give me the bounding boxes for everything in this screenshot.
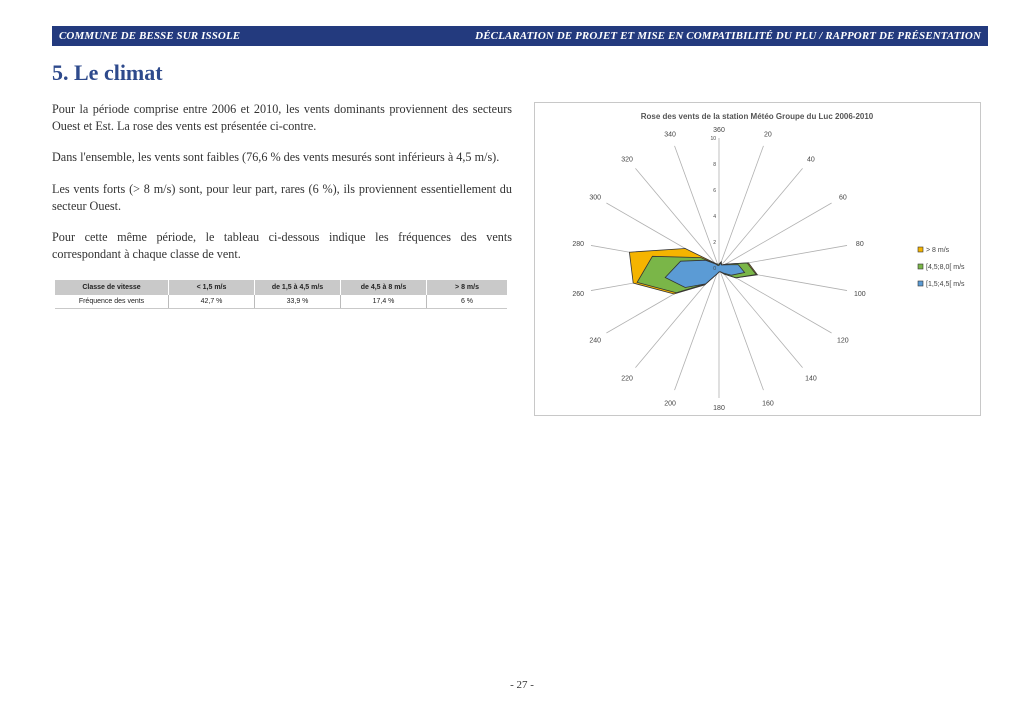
table-header-row (55, 280, 507, 295)
direction-label: 360 (713, 127, 725, 134)
direction-label: 220 (621, 375, 633, 383)
table-header-cell: > 8 m/s (427, 280, 508, 295)
direction-label: 120 (836, 337, 849, 345)
table-header-cell: Classe de vitesse (55, 280, 169, 295)
paragraph-strong-winds: Les vents forts (> 8 m/s) sont, pour leur part, rares (6 %), ils proviennent essentiellement du secteur Ouest. (52, 182, 512, 213)
table-cell: 17,4 % (341, 295, 427, 309)
paragraph-weak-winds: Dans l'ensemble, les vents sont faibles (76,6 % des vents mesurés sont inférieurs à 4,5 m/s). (52, 150, 500, 164)
direction-label: 20 (764, 131, 772, 139)
direction-label: 60 (838, 194, 847, 202)
table-header-cell: < 1,5 m/s (169, 280, 255, 295)
table-row (55, 295, 507, 309)
radial-tick-label: 2 (713, 240, 716, 246)
legend-label: [4,5;8,0[ m/s (926, 264, 965, 271)
direction-label: 100 (853, 290, 866, 298)
axis-spoke (719, 268, 803, 368)
radial-tick-label: 6 (713, 188, 716, 194)
direction-label: 260 (572, 290, 585, 298)
direction-label: 160 (762, 400, 774, 408)
page-number: - 27 - (510, 679, 534, 691)
direction-label: 240 (589, 337, 602, 345)
header-document-title: DÉCLARATION DE PROJET ET MISE EN COMPATIBILITÉ DU PLU / RAPPORT DE PRÉSENTATION (475, 30, 981, 42)
legend-swatch (918, 264, 923, 269)
table-header-cell: de 4,5 à 8 m/s (341, 280, 427, 295)
direction-label: 40 (807, 156, 815, 164)
paragraph-table-intro: Pour cette même période, le tableau ci-dessous indique les fréquences des vents correspondant à chaque classe de vent. (52, 230, 512, 261)
table-cell: 33,9 % (255, 295, 341, 309)
direction-label: 300 (589, 194, 602, 202)
header-commune: COMMUNE DE BESSE SUR ISSOLE (59, 30, 241, 42)
legend-swatch (918, 281, 923, 286)
table-header-cell: de 1,5 à 4,5 m/s (255, 280, 341, 295)
page-header-bar (52, 26, 988, 46)
direction-label: 140 (805, 375, 817, 383)
axis-spoke (719, 168, 803, 268)
radial-tick-label: 0 (713, 266, 716, 272)
axis-spoke (719, 146, 763, 268)
direction-label: 320 (621, 156, 633, 164)
wind-speed-table (55, 280, 507, 309)
direction-label: 200 (664, 400, 676, 408)
wind-rose-svg (535, 103, 980, 415)
paragraph-dominant-winds: Pour la période comprise entre 2006 et 2010, les vents dominants proviennent des secteurs Ouest et Est. La rose des vents est présentée ci-contre. (52, 102, 512, 133)
axis-spoke (719, 268, 763, 390)
direction-label: 80 (855, 241, 864, 249)
direction-label: 280 (572, 241, 585, 249)
table-cell: 42,7 % (169, 295, 255, 309)
legend-swatch (918, 247, 923, 252)
radial-tick-label: 10 (710, 136, 716, 142)
section-title: 5. Le climat (52, 60, 163, 85)
wind-rose-chart (534, 102, 981, 416)
legend-label: > 8 m/s (926, 247, 950, 254)
table-cell: Fréquence des vents (55, 295, 169, 309)
radial-tick-label: 8 (713, 162, 716, 168)
chart-title: Rose des vents de la station Météo Groupe du Luc 2006-2010 (640, 112, 874, 121)
direction-label: 340 (664, 131, 676, 139)
table-cell: 6 % (427, 295, 508, 309)
radial-tick-label: 4 (713, 214, 716, 220)
legend-label: [1,5;4,5[ m/s (926, 281, 965, 288)
direction-label: 180 (713, 405, 725, 412)
